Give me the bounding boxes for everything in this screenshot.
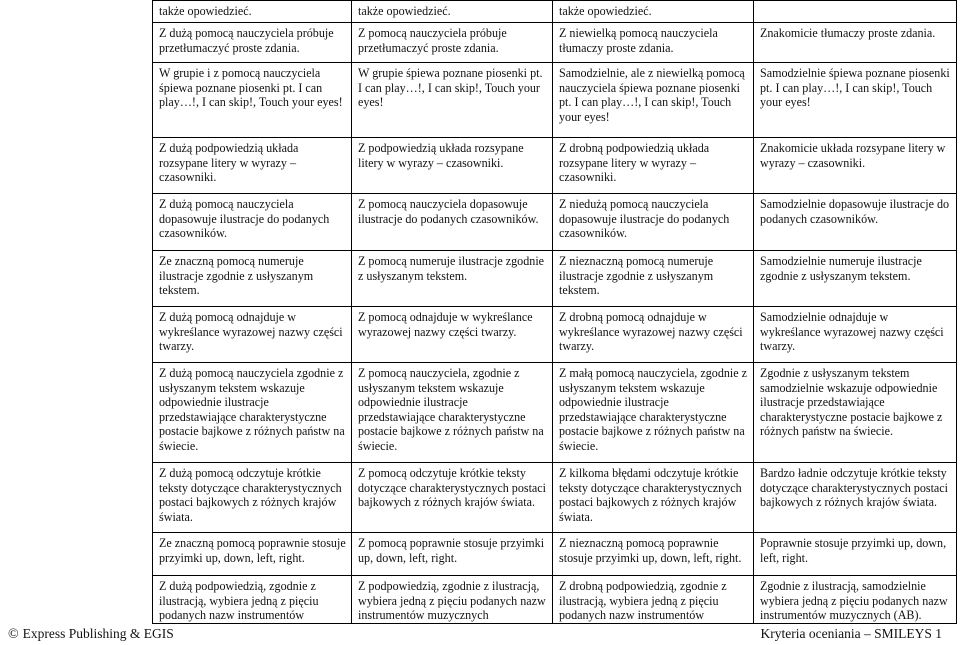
criteria-table [152, 0, 957, 624]
criteria-cell: także opowiedzieć. [352, 1, 553, 23]
criteria-cell: Z podpowiedzią układa rozsypane litery w wyrazy – czasowniki. [352, 138, 553, 194]
criteria-cell: Samodzielnie śpiewa poznane piosenki pt. I can play…!, I can skip!, Touch your eyes! [754, 63, 957, 138]
criteria-cell: Samodzielnie, ale z niewielką pomocą nauczyciela śpiewa poznane piosenki pt. I can play…!, I can skip!, Touch your eyes! [553, 63, 754, 138]
criteria-cell: Z podpowiedzią, zgodnie z ilustracją, wybiera jedną z pięciu podanych nazw instrumentów muzycznych [352, 576, 553, 624]
criteria-cell: Z pomocą nauczyciela dopasowuje ilustracje do podanych czasowników. [352, 194, 553, 251]
criteria-cell: Z pomocą numeruje ilustracje zgodnie z usłyszanym tekstem. [352, 251, 553, 307]
criteria-row [153, 1, 957, 23]
criteria-cell: Z dużą pomocą nauczyciela próbuje przetłumaczyć proste zdania. [153, 23, 352, 63]
criteria-cell: Z drobną pomocą odnajduje w wykreślance wyrazowej nazwy części twarzy. [553, 307, 754, 363]
criteria-cell: Z dużą podpowiedzią, zgodnie z ilustracją, wybiera jedną z pięciu podanych nazw instrumentów [153, 576, 352, 624]
criteria-row [153, 363, 957, 463]
footer-publisher [8, 626, 174, 643]
criteria-row [153, 251, 957, 307]
criteria-row [153, 307, 957, 363]
criteria-cell: Zgodnie z ilustracją, samodzielnie wybiera jedną z pięciu podanych nazw instrumentów muzycznych (AB). [754, 576, 957, 624]
criteria-cell: Samodzielnie numeruje ilustracje zgodnie z usłyszanym tekstem. [754, 251, 957, 307]
criteria-cell: Samodzielnie odnajduje w wykreślance wyrazowej nazwy części twarzy. [754, 307, 957, 363]
criteria-cell: Z niedużą pomocą nauczyciela dopasowuje ilustracje do podanych czasowników. [553, 194, 754, 251]
criteria-cell [754, 1, 957, 23]
footer-title: Kryteria oceniania – SMILEYS 1 [760, 626, 942, 641]
criteria-cell: Z małą pomocą nauczyciela, zgodnie z usłyszanym tekstem wskazuje odpowiednie ilustracje przedstawiające charakterystyczne postacie bajkowe z różnych państw na świecie. [553, 363, 754, 463]
criteria-cell: W grupie śpiewa poznane piosenki pt. I can play…!, I can skip!, Touch your eyes! [352, 63, 553, 138]
criteria-cell: Z nieznaczną pomocą numeruje ilustracje zgodnie z usłyszanym tekstem. [553, 251, 754, 307]
criteria-cell: Z pomocą nauczyciela, zgodnie z usłyszanym tekstem wskazuje odpowiednie ilustracje przedstawiające charakterystyczne postacie bajkowe z różnych państw na świecie. [352, 363, 553, 463]
criteria-cell: Z drobną podpowiedzią, zgodnie z ilustracją, wybiera jedną z pięciu podanych nazw instrumentów [553, 576, 754, 624]
criteria-cell: Z drobną podpowiedzią układa rozsypane litery w wyrazy – czasowniki. [553, 138, 754, 194]
criteria-cell: Z pomocą odnajduje w wykreślance wyrazowej nazwy części twarzy. [352, 307, 553, 363]
criteria-cell: Z nieznaczną pomocą poprawnie stosuje przyimki up, down, left, right. [553, 533, 754, 576]
criteria-cell: Z dużą pomocą odczytuje krótkie teksty dotyczące charakterystycznych postaci bajkowych z różnych krajów świata. [153, 463, 352, 533]
criteria-cell: Z kilkoma błędami odczytuje krótkie teksty dotyczące charakterystycznych postaci bajkowych z różnych krajów świata. [553, 463, 754, 533]
criteria-cell: Z dużą podpowiedzią układa rozsypane litery w wyrazy – czasowniki. [153, 138, 352, 194]
criteria-cell: Z pomocą nauczyciela próbuje przetłumaczyć proste zdania. [352, 23, 553, 63]
criteria-cell: Z niewielką pomocą nauczyciela tłumaczy proste zdania. [553, 23, 754, 63]
criteria-cell: Znakomicie układa rozsypane litery w wyrazy – czasowniki. [754, 138, 957, 194]
criteria-row [153, 463, 957, 533]
criteria-cell: Ze znaczną pomocą poprawnie stosuje przyimki up, down, left, right. [153, 533, 352, 576]
criteria-cell: Z dużą pomocą odnajduje w wykreślance wyrazowej nazwy części twarzy. [153, 307, 352, 363]
criteria-cell: także opowiedzieć. [153, 1, 352, 23]
criteria-cell: Samodzielnie dopasowuje ilustracje do podanych czasowników. [754, 194, 957, 251]
publisher-name: Express Publishing & EGIS [22, 626, 174, 641]
criteria-cell: Poprawnie stosuje przyimki up, down, left, right. [754, 533, 957, 576]
criteria-cell: Z dużą pomocą nauczyciela dopasowuje ilustracje do podanych czasowników. [153, 194, 352, 251]
criteria-cell: Z pomocą odczytuje krótkie teksty dotyczące charakterystycznych postaci bajkowych z różnych krajów świata. [352, 463, 553, 533]
criteria-row [153, 533, 957, 576]
criteria-row [153, 23, 957, 63]
copyright-icon: © [8, 627, 19, 642]
criteria-row [153, 194, 957, 251]
criteria-cell: Zgodnie z usłyszanym tekstem samodzielnie wskazuje odpowiednie ilustracje przedstawiające charakterystyczne postacie bajkowe z różnych państw na świecie. [754, 363, 957, 463]
criteria-cell: Bardzo ładnie odczytuje krótkie teksty dotyczące charakterystycznych postaci bajkowych z różnych krajów świata. [754, 463, 957, 533]
criteria-cell: W grupie i z pomocą nauczyciela śpiewa poznane piosenki pt. I can play…!, I can skip!, Touch your eyes! [153, 63, 352, 138]
criteria-cell: także opowiedzieć. [553, 1, 754, 23]
criteria-cell: Z pomocą poprawnie stosuje przyimki up, down, left, right. [352, 533, 553, 576]
criteria-row [153, 138, 957, 194]
criteria-cell: Z dużą pomocą nauczyciela zgodnie z usłyszanym tekstem wskazuje odpowiednie ilustracje przedstawiające charakterystyczne postacie bajkowe z różnych państw na świecie. [153, 363, 352, 463]
criteria-cell: Ze znaczną pomocą numeruje ilustracje zgodnie z usłyszanym tekstem. [153, 251, 352, 307]
criteria-row [153, 63, 957, 138]
criteria-cell: Znakomicie tłumaczy proste zdania. [754, 23, 957, 63]
criteria-row [153, 576, 957, 624]
